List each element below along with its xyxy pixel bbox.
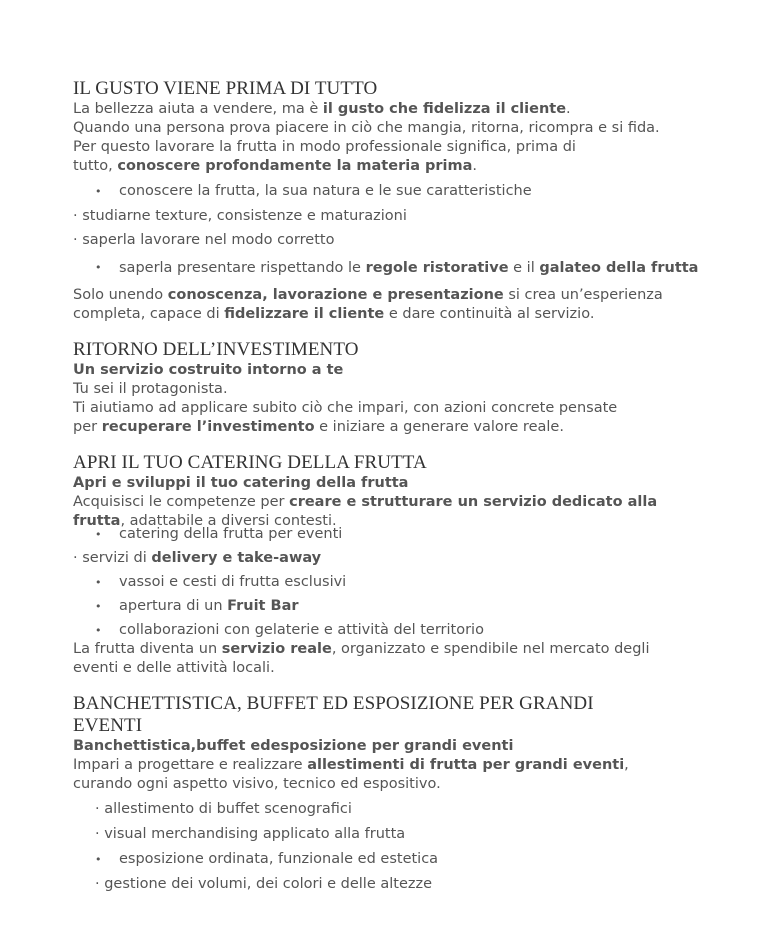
paragraph: La frutta diventa un servizio reale, organizzato e spendibile nel mercato degli eventi e delle attività locali. — [73, 641, 650, 676]
list-item: • collaborazioni con gelaterie e attività del territorio — [73, 621, 723, 640]
bullet-list — [73, 800, 723, 894]
section-subtitle: Apri e sviluppi il tuo catering della frutta — [73, 475, 409, 491]
list-item: · saperla lavorare nel modo corretto — [73, 232, 335, 248]
paragraph: curando ogni aspetto visivo, tecnico ed espositivo. — [73, 776, 441, 792]
section-title-gusto: IL GUSTO VIENE PRIMA DI TUTTO — [73, 78, 378, 99]
section-subtitle: Un servizio costruito intorno a te — [73, 362, 344, 378]
paragraph: La bellezza aiuta a vendere, ma è il gusto che fidelizza il cliente. — [73, 101, 571, 117]
list-item: · visual merchandising applicato alla frutta — [95, 826, 406, 842]
paragraph: Impari a progettare e realizzare allestimenti di frutta per grandi eventi, — [73, 757, 629, 773]
document-page — [73, 78, 723, 900]
list-item: · servizi di delivery e take-away — [73, 550, 322, 566]
paragraph: Tu sei il protagonista. — [73, 381, 228, 397]
list-item: · gestione dei volumi, dei colori e delle altezze — [95, 876, 433, 892]
bullet-list — [73, 182, 723, 280]
list-item: • esposizione ordinata, funzionale ed estetica — [73, 850, 723, 869]
list-item: • conoscere la frutta, la sua natura e le sue caratteristiche — [73, 182, 723, 201]
section-title-investimento: RITORNO DELL’INVESTIMENTO — [73, 339, 359, 360]
paragraph: Per questo lavorare la frutta in modo professionale significa, prima di tutto, conoscere profondamente la materia prima. — [73, 139, 576, 174]
paragraph: Solo unendo conoscenza, lavorazione e presentazione si crea un’esperienza completa, capace di fidelizzare il cliente e dare continuità al servizio. — [73, 287, 663, 322]
list-item: · allestimento di buffet scenografici — [95, 801, 352, 817]
section-title-catering: APRI IL TUO CATERING DELLA FRUTTA — [73, 452, 427, 473]
paragraph: Ti aiutiamo ad applicare subito ciò che impari, con azioni concrete pensate — [73, 400, 618, 416]
list-item: • vassoi e cesti di frutta esclusivi — [73, 573, 723, 592]
bullet-list — [73, 525, 723, 640]
section-title-banchettistica: BANCHETTISTICA, BUFFET ED ESPOSIZIONE PER GRANDI EVENTI — [73, 693, 594, 736]
section-subtitle: Banchettistica,buffet edesposizione per grandi eventi — [73, 738, 514, 754]
list-item: · studiarne texture, consistenze e maturazioni — [73, 208, 407, 224]
paragraph: per recuperare l’investimento e iniziare a generare valore reale. — [73, 419, 564, 435]
paragraph: Acquisisci le competenze per creare e strutturare un servizio dedicato alla frutta, adattabile a diversi contesti. — [73, 494, 658, 529]
list-item: • catering della frutta per eventi — [73, 525, 723, 544]
list-item: • saperla presentare rispettando le regole ristorative e il galateo della frutta — [73, 256, 723, 280]
list-item: • apertura di un Fruit Bar — [73, 597, 723, 616]
paragraph: Quando una persona prova piacere in ciò che mangia, ritorna, ricompra e si fida. — [73, 120, 660, 136]
